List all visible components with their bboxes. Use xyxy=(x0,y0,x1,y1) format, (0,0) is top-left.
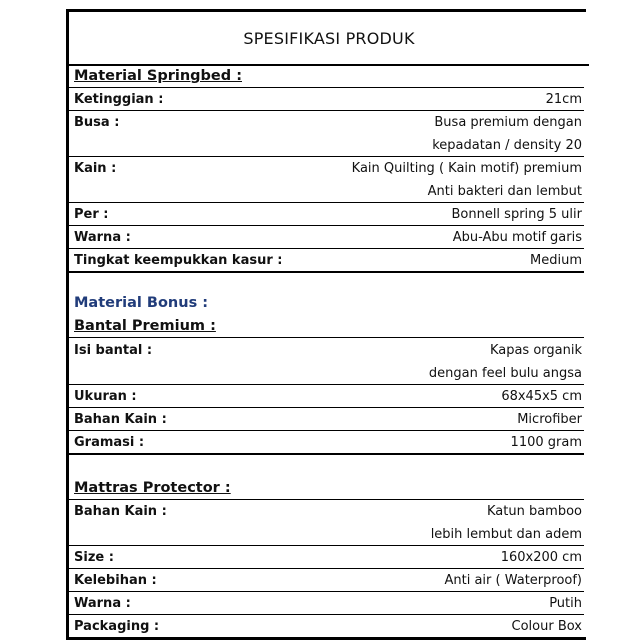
spec-value: Anti bakteri dan lembut xyxy=(427,183,582,199)
spec-value: Colour Box xyxy=(511,618,582,634)
section-heading-bonus xyxy=(74,292,582,314)
spec-row xyxy=(74,157,582,179)
spec-label: Bahan Kain : xyxy=(74,411,167,427)
spec-value: Katun bamboo xyxy=(486,503,582,519)
section-heading-springbed xyxy=(74,65,582,87)
spec-label: Warna : xyxy=(74,595,131,611)
spec-label: Busa : xyxy=(74,114,120,130)
spec-sheet xyxy=(66,9,586,639)
spec-row xyxy=(74,569,582,591)
spec-label: Ukuran : xyxy=(74,388,137,404)
springbed-heading: Material Springbed : xyxy=(74,68,242,84)
spec-row xyxy=(74,88,582,110)
spec-value: Microfiber xyxy=(517,411,582,427)
spec-label: Gramasi : xyxy=(74,434,145,450)
spec-row xyxy=(74,408,582,430)
spec-row xyxy=(74,226,582,248)
bottom-border xyxy=(66,637,586,640)
spec-value: Medium xyxy=(530,252,582,268)
section-subheading-pillow xyxy=(74,315,582,337)
spec-value: 1100 gram xyxy=(510,434,582,450)
spec-value: Bonnell spring 5 ulir xyxy=(451,206,582,222)
pillow-heading: Bantal Premium : xyxy=(74,318,216,334)
spec-value: Kapas organik xyxy=(489,342,582,358)
spec-row xyxy=(74,203,582,225)
spec-value: kepadatan / density 20 xyxy=(432,137,582,153)
spec-value: dengan feel bulu angsa xyxy=(428,365,582,381)
spec-label: Tingkat keempukkan kasur : xyxy=(74,252,283,268)
spec-value: Abu-Abu motif garis xyxy=(452,229,582,245)
page-title: SPESIFIKASI PRODUK xyxy=(69,12,589,66)
spec-row xyxy=(74,546,582,568)
protector-heading: Mattras Protector : xyxy=(74,480,231,496)
spec-row xyxy=(74,523,582,545)
spec-value: 160x200 cm xyxy=(500,549,582,565)
spec-label: Ketinggian : xyxy=(74,91,164,107)
spec-label: Warna : xyxy=(74,229,131,245)
spec-label: Packaging : xyxy=(74,618,160,634)
divider xyxy=(69,337,584,338)
spec-row xyxy=(74,249,582,271)
spec-label: Per : xyxy=(74,206,109,222)
spec-label: Kelebihan : xyxy=(74,572,157,588)
spec-row xyxy=(74,500,582,522)
bonus-heading: Material Bonus : xyxy=(74,295,209,311)
divider xyxy=(69,271,584,273)
spec-row xyxy=(74,615,582,637)
spec-row xyxy=(74,111,582,133)
spec-label: Isi bantal : xyxy=(74,342,153,358)
spec-row xyxy=(74,339,582,361)
spec-value: Putih xyxy=(549,595,582,611)
spec-value: 21cm xyxy=(545,91,582,107)
spec-label: Bahan Kain : xyxy=(74,503,167,519)
spec-row xyxy=(74,592,582,614)
spec-label: Kain : xyxy=(74,160,117,176)
spec-value: Anti air ( Waterproof) xyxy=(444,572,582,588)
spec-row xyxy=(74,385,582,407)
spec-value: Kain Quilting ( Kain motif) premium xyxy=(351,160,582,176)
spec-row xyxy=(74,134,582,156)
divider xyxy=(69,453,584,455)
spec-value: Busa premium dengan xyxy=(434,114,582,130)
section-heading-protector xyxy=(74,477,582,499)
spec-label: Size : xyxy=(74,549,114,565)
spec-value: 68x45x5 cm xyxy=(501,388,582,404)
spec-row xyxy=(74,362,582,384)
spec-row xyxy=(74,431,582,453)
spec-row xyxy=(74,180,582,202)
spec-value: lebih lembut dan adem xyxy=(430,526,582,542)
